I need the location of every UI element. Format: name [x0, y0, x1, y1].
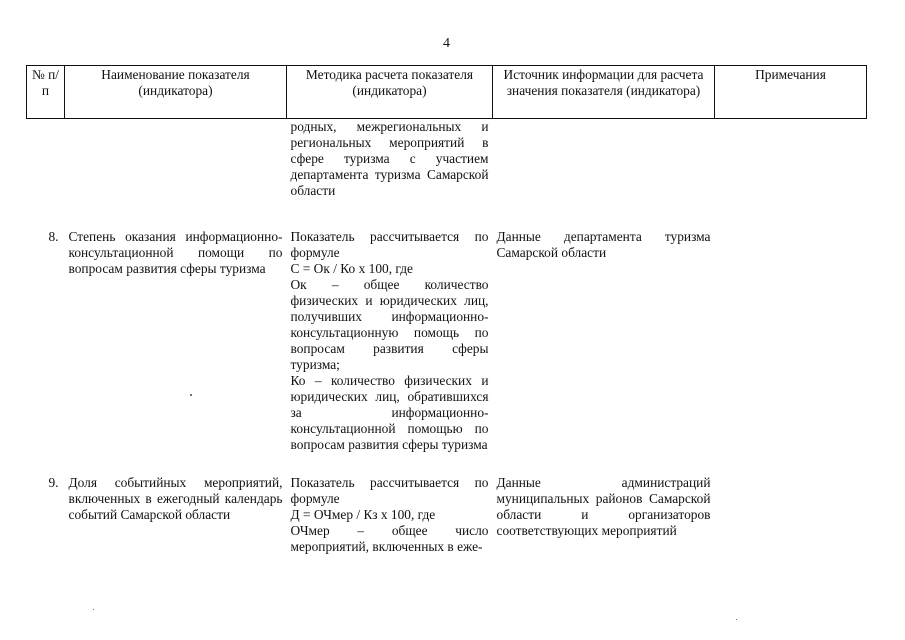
table-header-row: [27, 66, 867, 119]
table-row-continuation: [27, 119, 867, 230]
header-source: Источник информации для расчета значения показателя (индикатора): [493, 66, 715, 119]
method-definition: Ко – количество физических и юридических лиц, обратившихся за информационно-консультационной помощью по вопросам развития сферы туризма: [290, 373, 489, 452]
cell-name: Степень оказания информационно-консультационной помощи по вопросам развития сферы туризма: [68, 229, 283, 276]
cell-method: [287, 229, 493, 475]
method-formula: С = Ок / Ко х 100, где: [290, 261, 413, 276]
cell-empty: [65, 119, 287, 230]
cell-empty: [493, 119, 715, 230]
cell-source: Данные департамента туризма Самарской области: [496, 229, 711, 260]
method-definition: Ок – общее количество физических и юридических лиц, получивших информационно-консультационную помощь по вопросам развития сферы туризма;: [290, 277, 489, 372]
scan-speck: [93, 609, 94, 610]
scan-speck: [736, 619, 737, 620]
method-intro: Показатель рассчитывается по формуле: [290, 229, 489, 260]
header-method: Методика расчета показателя (индикатора): [287, 66, 493, 119]
cell-name: Доля событийных мероприятий, включенных в ежегодный календарь событий Самарской области: [68, 475, 283, 522]
cell-notes: [715, 229, 867, 475]
header-name: Наименование показателя (индикатора): [65, 66, 287, 119]
indicator-table: [26, 65, 867, 555]
method-formula: Д = ОЧмер / Кз х 100, где: [290, 507, 436, 522]
cell-num: 9.: [48, 475, 59, 490]
cell-empty: [715, 119, 867, 230]
page-number: 4: [443, 36, 450, 51]
cell-num: 8.: [48, 229, 59, 244]
table-row: [27, 229, 867, 475]
method-intro: Показатель рассчитывается по формуле: [290, 475, 489, 506]
header-notes: Примечания: [715, 66, 867, 119]
cell-method: [287, 475, 493, 555]
method-definition: ОЧмер – общее число мероприятий, включенных в еже-: [290, 523, 489, 554]
cell-notes: [715, 475, 867, 555]
scan-speck: [190, 394, 192, 396]
table-row: [27, 475, 867, 555]
cell-source: Данные администраций муниципальных районов Самарской области и организаторов соответствующих мероприятий: [496, 475, 711, 538]
cell-empty: [27, 119, 65, 230]
header-num: № п/п: [27, 66, 65, 119]
cell-method-continuation: родных, межрегиональных и региональных мероприятий в сфере туризма с участием департамента туризма Самарской области: [290, 119, 489, 198]
